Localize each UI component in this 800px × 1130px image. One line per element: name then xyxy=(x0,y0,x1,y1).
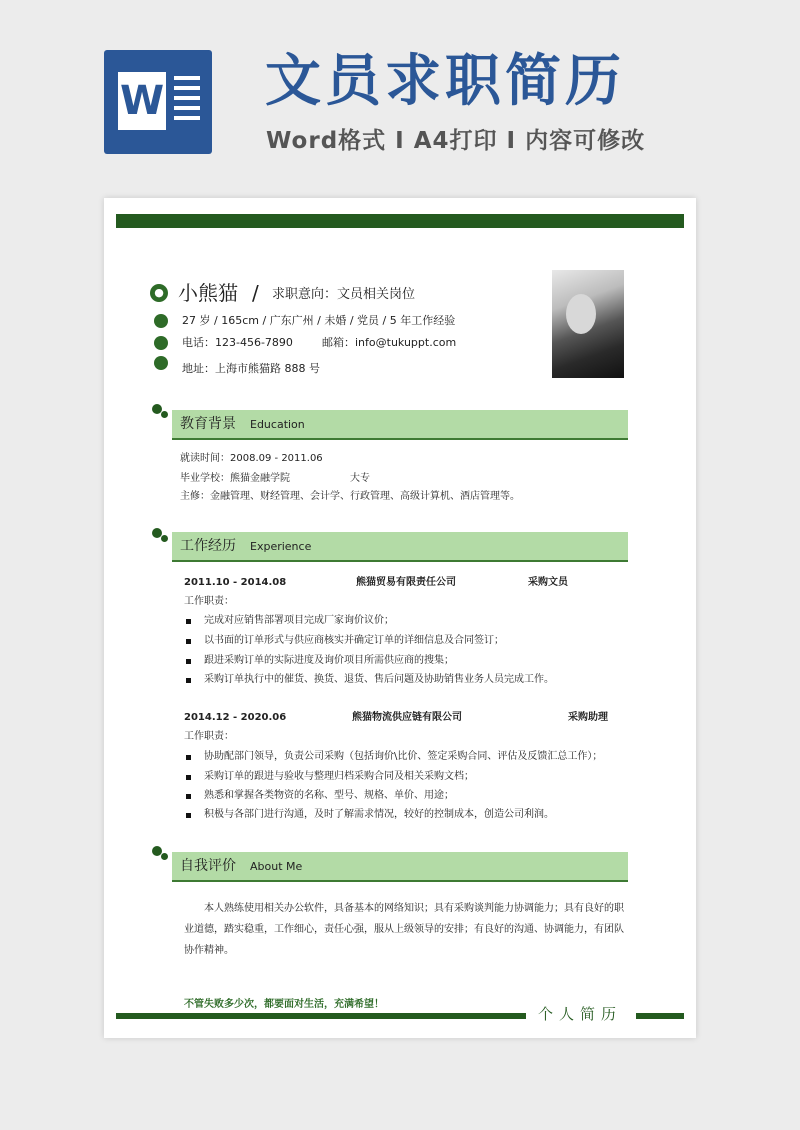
bullet-icon xyxy=(186,619,191,624)
education-degree: 大专 xyxy=(350,473,370,484)
bullet-icon xyxy=(186,659,191,664)
email-text: 邮箱：info@tukuppt.com xyxy=(322,336,457,349)
duty-item: 协助配部门领导，负责公司采购（包括询价\比价、签定采购合同、评估及反馈汇总工作）； xyxy=(204,751,603,762)
bullet-icon xyxy=(186,775,191,780)
education-major: 主修：金融管理、财经管理、会计学、行政管理、高级计算机、酒店管理等。 xyxy=(180,491,520,502)
self-evaluation: 本人熟练使用相关办公软件，具备基本的网络知识；具有采购谈判能力协调能力；具有良好的职业道德，踏实稳重，工作细心，责任心强，服从上级领导的安排；有良好的沟通、协调能力，有团队协作精神。 xyxy=(184,903,624,956)
duties-label: 工作职责： xyxy=(184,596,234,607)
experience-title: 工作经历 xyxy=(180,538,236,554)
about-title: 自我评价 xyxy=(180,858,236,874)
location-pin-icon xyxy=(154,356,168,370)
about-title-en: About Me xyxy=(250,860,303,873)
education-header xyxy=(172,410,628,440)
duty-item: 跟进采购订单的实际进度及询价项目所需供应商的搜集； xyxy=(204,655,454,666)
job-company: 熊猫贸易有限责任公司 xyxy=(356,577,456,588)
duty-item: 采购订单的跟进与验收与整理归档采购合同及相关采购文档； xyxy=(204,771,474,782)
profile-photo xyxy=(552,270,624,378)
job-role: 采购助理 xyxy=(568,712,608,723)
footer-rule-right xyxy=(636,1013,684,1019)
resume-page xyxy=(104,198,696,1038)
education-period: 就读时间：2008.09 - 2011.06 xyxy=(180,453,323,464)
job-intent: 求职意向：文员相关岗位 xyxy=(272,287,416,302)
banner-title: 文员求职简历 xyxy=(265,49,625,114)
about-header xyxy=(172,852,628,882)
candidate-name: 小熊猫 xyxy=(178,281,238,305)
job-role: 采购文员 xyxy=(528,577,568,588)
user-icon: ● xyxy=(150,284,168,302)
basic-info: 27 岁 / 165cm / 广东广州 / 未婚 / 党员 / 5 年工作经验 xyxy=(182,314,456,327)
education-title: 教育背景 xyxy=(180,416,236,432)
bullet-icon xyxy=(186,678,191,683)
job-company: 熊猫物流供应链有限公司 xyxy=(352,712,462,723)
document-lines-icon xyxy=(174,76,200,126)
footer-motto: 不管失败多少次，都要面对生活，充满希望！ xyxy=(184,999,384,1010)
people-icon xyxy=(154,314,168,328)
address-text: 地址：上海市熊猫路 888 号 xyxy=(182,362,320,375)
phone-icon xyxy=(154,336,168,350)
duty-item: 完成对应销售部署项目完成厂家询价议价； xyxy=(204,615,394,626)
experience-header xyxy=(172,532,628,562)
bullet-icon xyxy=(186,794,191,799)
duty-item: 积极与各部门进行沟通，及时了解需求情况，较好的控制成本，创造公司利润。 xyxy=(204,809,554,820)
duties-label: 工作职责： xyxy=(184,731,234,742)
bullet-icon xyxy=(186,639,191,644)
footer-rule xyxy=(116,1013,526,1019)
job-period: 2011.10 - 2014.08 xyxy=(184,577,287,588)
duty-item: 采购订单执行中的催货、换货、退货、售后问题及协助销售业务人员完成工作。 xyxy=(204,674,554,685)
footer-label: 个人简历 xyxy=(538,1005,623,1023)
banner-subtitle: Word格式 I A4打印 I 内容可修改 xyxy=(266,128,646,154)
phone-text: 电话：123-456-7890 xyxy=(182,336,293,349)
job-period: 2014.12 - 2020.06 xyxy=(184,712,287,723)
name-divider: / xyxy=(252,281,259,305)
duty-item: 熟悉和掌握各类物资的名称、型号、规格、单价、用途； xyxy=(204,790,454,801)
duty-item: 以书面的订单形式与供应商核实并确定订单的详细信息及合同签订； xyxy=(204,635,504,646)
top-accent-bar xyxy=(116,214,684,228)
bullet-icon xyxy=(186,755,191,760)
word-app-icon xyxy=(104,50,212,154)
word-letter: W xyxy=(118,72,166,130)
bullet-icon xyxy=(186,813,191,818)
education-school: 毕业学校：熊猫金融学院 xyxy=(180,473,290,484)
education-title-en: Education xyxy=(250,418,305,431)
experience-title-en: Experience xyxy=(250,540,312,553)
